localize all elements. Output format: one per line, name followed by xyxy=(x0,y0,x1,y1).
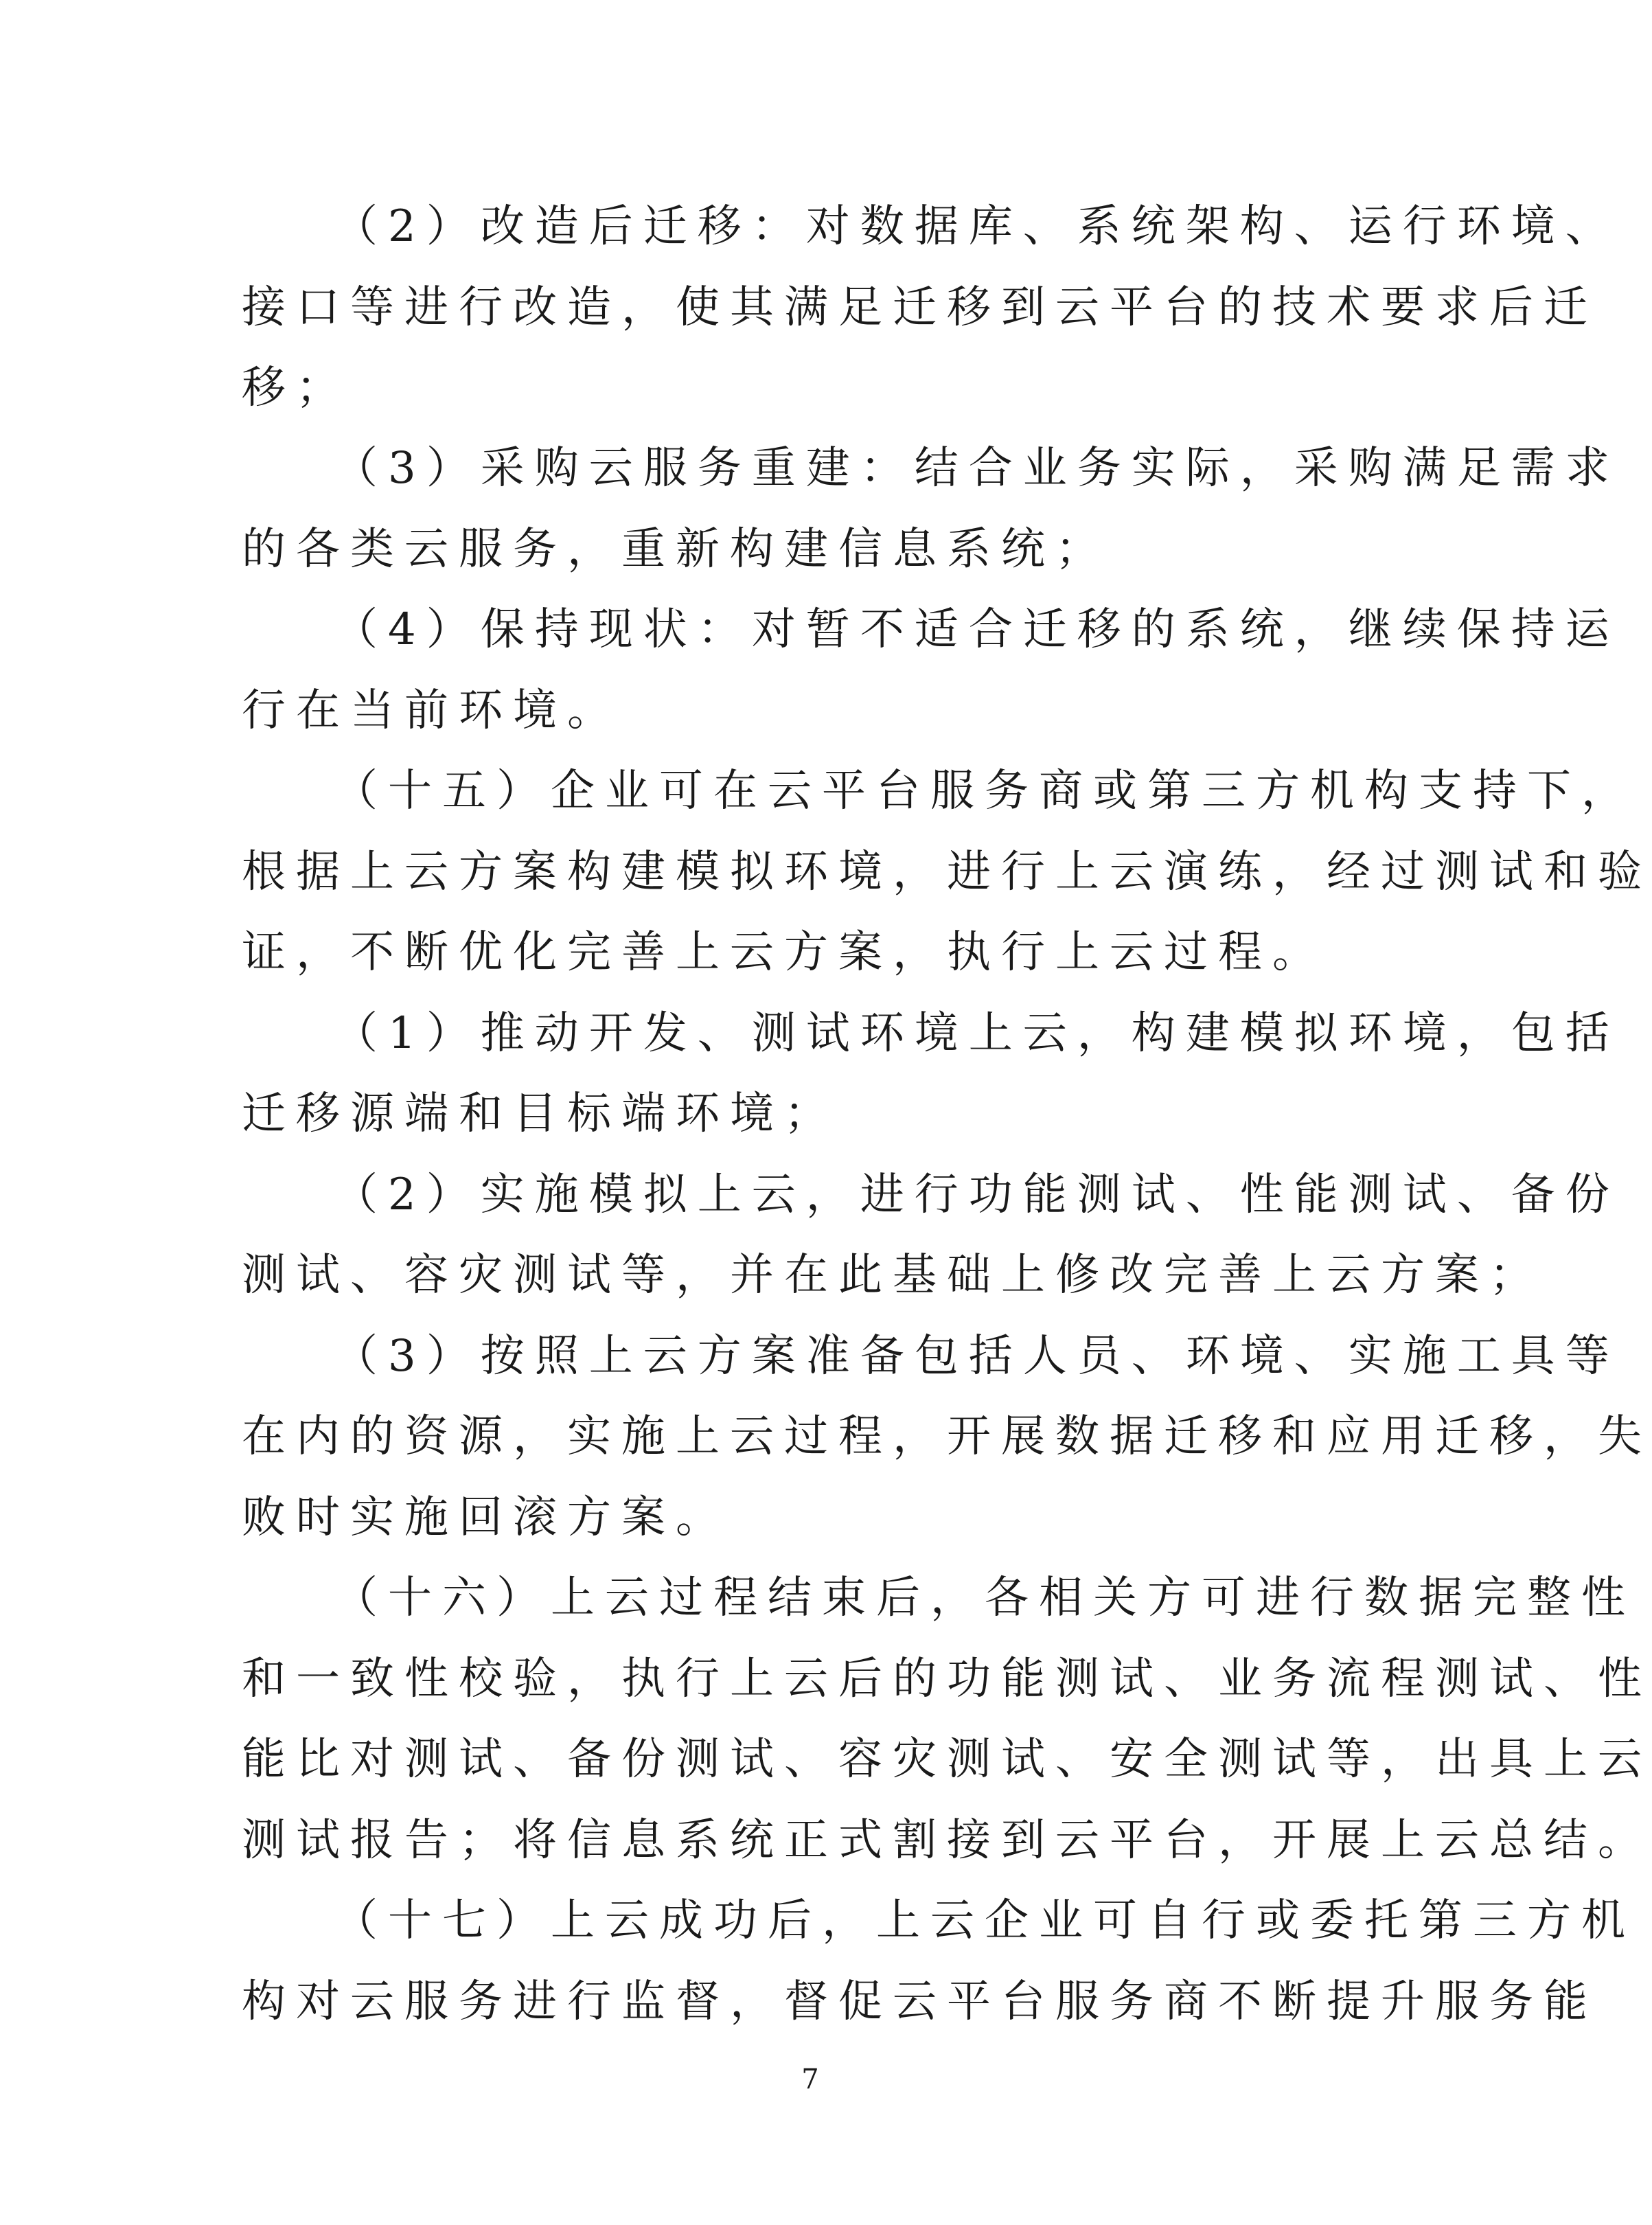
text-line-9: 根据上云方案构建模拟环境，进行上云演练，经过测试和验 xyxy=(242,847,1652,898)
text-line-5: 的各类云服务，重新构建信息系统； xyxy=(242,524,1110,575)
text-line-12: 迁移源端和目标端环境； xyxy=(242,1088,838,1139)
text-line-22: （十七）上云成功后，上云企业可自行或委托第三方机 xyxy=(334,1895,1636,1946)
text-line-1: （2）改造后迁移：对数据库、系统架构、运行环境、 xyxy=(334,201,1620,252)
page-number: 7 xyxy=(801,2064,819,2095)
text-line-23: 构对云服务进行监督，督促云平台服务商不断提升服务能 xyxy=(242,1976,1598,2027)
text-line-11: （1）推动开发、测试环境上云，构建模拟环境，包括 xyxy=(334,1008,1620,1059)
text-line-20: 能比对测试、备份测试、容灾测试、安全测试等，出具上云 xyxy=(242,1734,1652,1785)
text-line-21: 测试报告；将信息系统正式割接到云平台，开展上云总结。 xyxy=(242,1815,1652,1866)
text-line-16: 在内的资源，实施上云过程，开展数据迁移和应用迁移，失 xyxy=(242,1411,1652,1462)
text-line-4: （3）采购云服务重建：结合业务实际，采购满足需求 xyxy=(334,443,1620,494)
text-line-6: （4）保持现状：对暂不适合迁移的系统，继续保持运 xyxy=(334,604,1620,655)
text-line-17: 败时实施回滚方案。 xyxy=(242,1492,730,1543)
text-line-19: 和一致性校验，执行上云后的功能测试、业务流程测试、性 xyxy=(242,1654,1652,1704)
text-line-15: （3）按照上云方案准备包括人员、环境、实施工具等 xyxy=(334,1331,1620,1382)
text-line-7: 行在当前环境。 xyxy=(242,685,621,736)
text-line-14: 测试、容灾测试等，并在此基础上修改完善上云方案； xyxy=(242,1250,1544,1301)
text-line-2: 接口等进行改造，使其满足迁移到云平台的技术要求后迁 xyxy=(242,282,1598,333)
text-line-18: （十六）上云过程结束后，各相关方可进行数据完整性 xyxy=(334,1573,1636,1623)
text-line-13: （2）实施模拟上云，进行功能测试、性能测试、备份 xyxy=(334,1169,1620,1220)
text-line-8: （十五）企业可在云平台服务商或第三方机构支持下， xyxy=(334,766,1636,817)
text-line-3: 移； xyxy=(242,363,350,413)
text-line-10: 证，不断优化完善上云方案，执行上云过程。 xyxy=(242,927,1327,978)
